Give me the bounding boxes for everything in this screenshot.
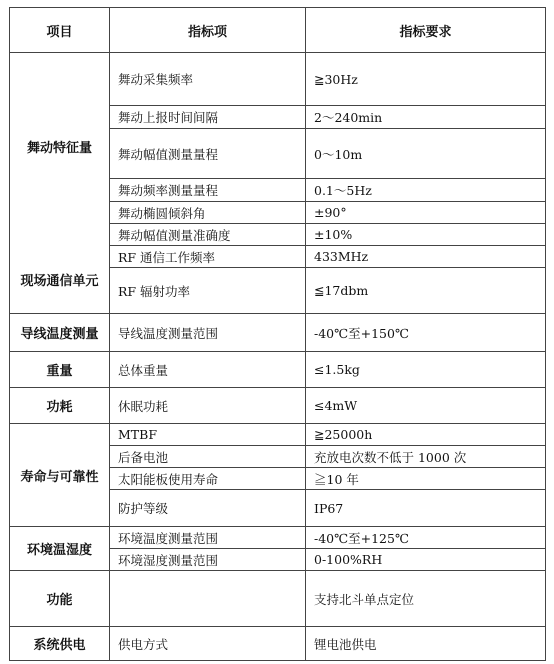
row-requirement: ≤4mW <box>306 388 546 424</box>
row-item: 舞动频率测量量程 <box>110 179 306 202</box>
row-requirement: 433MHz <box>306 246 546 268</box>
row-item: 导线温度测量范围 <box>110 314 306 352</box>
row-item <box>110 571 306 627</box>
table-row <box>10 53 546 106</box>
table-row <box>10 527 546 549</box>
row-item: 环境湿度测量范围 <box>110 549 306 571</box>
row-item: 舞动采集频率 <box>110 53 306 106</box>
section-label-comm: 现场通信单元 <box>20 274 99 289</box>
row-requirement: ≧10 年 <box>306 468 546 490</box>
table-row <box>10 314 546 352</box>
row-requirement: ≧30Hz <box>306 53 546 106</box>
header-row <box>10 8 546 53</box>
header-item: 项目 <box>10 8 110 53</box>
row-item: MTBF <box>110 424 306 446</box>
row-requirement: ±90° <box>306 202 546 224</box>
row-item: 舞动幅值测量准确度 <box>110 224 306 246</box>
spec-table <box>9 7 546 661</box>
row-requirement: 支持北斗单点定位 <box>306 571 546 627</box>
row-item: 休眠功耗 <box>110 388 306 424</box>
section-label-gallop: 舞动特征量 <box>26 141 92 156</box>
row-item: 供电方式 <box>110 627 306 661</box>
header-indicator: 指标项 <box>110 8 306 53</box>
row-requirement: 0～10m <box>306 129 546 179</box>
row-item: 舞动上报时间间隔 <box>110 106 306 129</box>
section-conductor-temp: 导线温度测量 <box>10 314 110 352</box>
row-requirement: 0.1～5Hz <box>306 179 546 202</box>
row-requirement: IP67 <box>306 490 546 527</box>
row-requirement: ±10% <box>306 224 546 246</box>
row-requirement: ≤1.5kg <box>306 352 546 388</box>
row-item: RF 通信工作频率 <box>110 246 306 268</box>
row-item: 舞动椭圆倾斜角 <box>110 202 306 224</box>
row-item: 总体重量 <box>110 352 306 388</box>
row-requirement: ≦17dbm <box>306 268 546 314</box>
table-row <box>10 571 546 627</box>
row-item: RF 辐射功率 <box>110 268 306 314</box>
row-requirement: 0-100%RH <box>306 549 546 571</box>
row-requirement: ≧25000h <box>306 424 546 446</box>
row-requirement: 充放电次数不低于 1000 次 <box>306 446 546 468</box>
table-row <box>10 627 546 661</box>
row-requirement: -40℃至+150℃ <box>306 314 546 352</box>
row-requirement: 2～240min <box>306 106 546 129</box>
table-row <box>10 424 546 446</box>
section-supply: 系统供电 <box>10 627 110 661</box>
table-row <box>10 352 546 388</box>
row-item: 环境温度测量范围 <box>110 527 306 549</box>
row-item: 太阳能板使用寿命 <box>110 468 306 490</box>
table-row <box>10 388 546 424</box>
section-gallop-comm <box>10 53 110 314</box>
row-item: 舞动幅值测量量程 <box>110 129 306 179</box>
row-item: 防护等级 <box>110 490 306 527</box>
section-env: 环境温湿度 <box>10 527 110 571</box>
header-requirement: 指标要求 <box>306 8 546 53</box>
section-life: 寿命与可靠性 <box>10 424 110 527</box>
row-requirement: 锂电池供电 <box>306 627 546 661</box>
section-power: 功耗 <box>10 388 110 424</box>
row-requirement: -40℃至+125℃ <box>306 527 546 549</box>
section-function: 功能 <box>10 571 110 627</box>
section-weight: 重量 <box>10 352 110 388</box>
row-item: 后备电池 <box>110 446 306 468</box>
